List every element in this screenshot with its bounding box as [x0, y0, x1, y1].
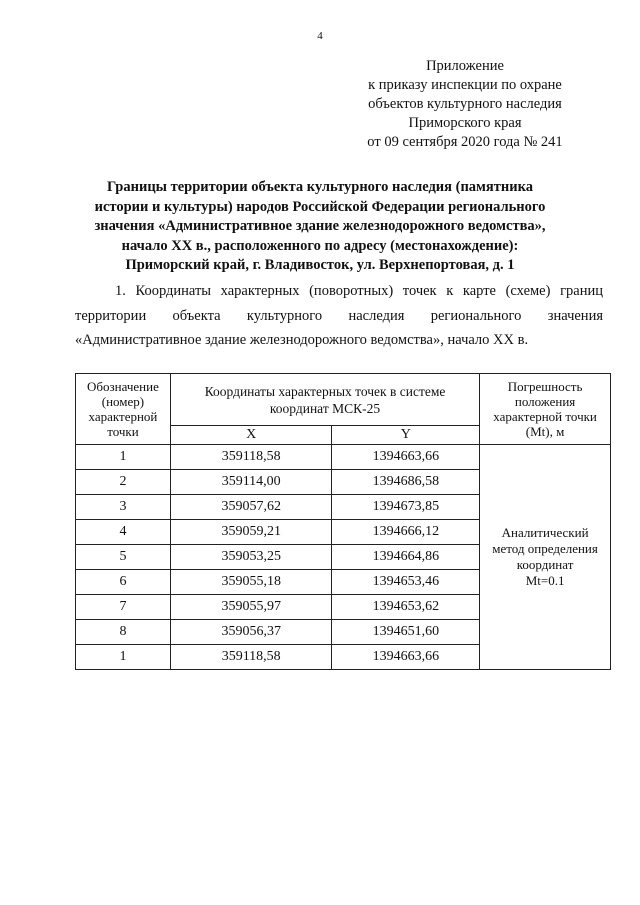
method-line: Mt=0.1 [525, 573, 565, 588]
coord-y: 1394673,85 [332, 495, 480, 520]
coord-y: 1394653,62 [332, 595, 480, 620]
coord-y: 1394663,66 [332, 445, 480, 470]
point-number: 3 [76, 495, 171, 520]
header-line: координат МСК-25 [269, 400, 381, 416]
point-number: 1 [76, 645, 171, 670]
title-line: истории и культуры) народов Российской Федерации регионального [94, 198, 546, 215]
point-number: 6 [76, 570, 171, 595]
header-x: X [170, 426, 332, 445]
coord-x: 359055,18 [170, 570, 332, 595]
appendix-header [355, 57, 575, 152]
header-line: Обозначение [87, 379, 159, 394]
point-number: 1 [76, 445, 171, 470]
method-line: координат [516, 557, 574, 572]
document-title [70, 178, 570, 276]
method-line: метод определения [492, 541, 598, 556]
point-number: 5 [76, 545, 171, 570]
appendix-line: к приказу инспекции по охране [368, 77, 562, 93]
header-line: (номер) [101, 394, 145, 409]
table-row [76, 445, 611, 470]
coord-x: 359053,25 [170, 545, 332, 570]
coord-y: 1394666,12 [332, 520, 480, 545]
coordinates-table [75, 373, 611, 670]
header-line: положения [514, 394, 576, 409]
title-line: значения «Административное здание железнодорожного ведомства», [94, 218, 546, 234]
coord-x: 359057,62 [170, 495, 332, 520]
coord-x: 359118,58 [170, 645, 332, 670]
page-number: 4 [317, 30, 323, 42]
coord-x: 359055,97 [170, 595, 332, 620]
appendix-line: объектов культурного наследия [368, 96, 562, 112]
header-y: Y [332, 426, 480, 445]
title-line: Приморский край, г. Владивосток, ул. Верхнепортовая, д. 1 [125, 257, 515, 273]
coord-x: 359114,00 [170, 470, 332, 495]
method-line: Аналитический [501, 525, 589, 540]
intro-line: «Административное здание железнодорожного ведомства», начало XX в. [75, 332, 529, 348]
intro-line: 1. Координаты характерных (поворотных) точек к карте (схеме) границ [115, 283, 603, 299]
header-line: Координаты характерных точек в системе [204, 383, 446, 399]
header-line: (Mt), м [525, 424, 565, 439]
coord-y: 1394653,46 [332, 570, 480, 595]
coord-x: 359059,21 [170, 520, 332, 545]
coord-y: 1394686,58 [332, 470, 480, 495]
header-designation [76, 374, 171, 445]
coord-y: 1394663,66 [332, 645, 480, 670]
title-line: Границы территории объекта культурного наследия (памятника [106, 179, 533, 195]
appendix-line: от 09 сентября 2020 года № 241 [367, 134, 563, 150]
point-number: 7 [76, 595, 171, 620]
error-method [480, 445, 611, 670]
coord-y: 1394651,60 [332, 620, 480, 645]
title-line: начало XX в., расположенного по адресу (местонахождение): [121, 237, 519, 254]
point-number: 8 [76, 620, 171, 645]
appendix-line: Приложение [426, 58, 504, 74]
header-line: характерной [88, 409, 158, 424]
header-line: характерной точки [493, 409, 597, 424]
intro-paragraph [75, 279, 603, 353]
coord-x: 359118,58 [170, 445, 332, 470]
point-number: 4 [76, 520, 171, 545]
coord-y: 1394664,86 [332, 545, 480, 570]
coord-x: 359056,37 [170, 620, 332, 645]
intro-line: территории объекта культурного наследия регионального значения [75, 307, 603, 324]
point-number: 2 [76, 470, 171, 495]
header-line: точки [107, 424, 139, 439]
header-error [480, 374, 611, 445]
header-line: Погрешность [507, 379, 583, 394]
header-coordinates [170, 374, 479, 426]
appendix-line: Приморского края [408, 115, 522, 131]
